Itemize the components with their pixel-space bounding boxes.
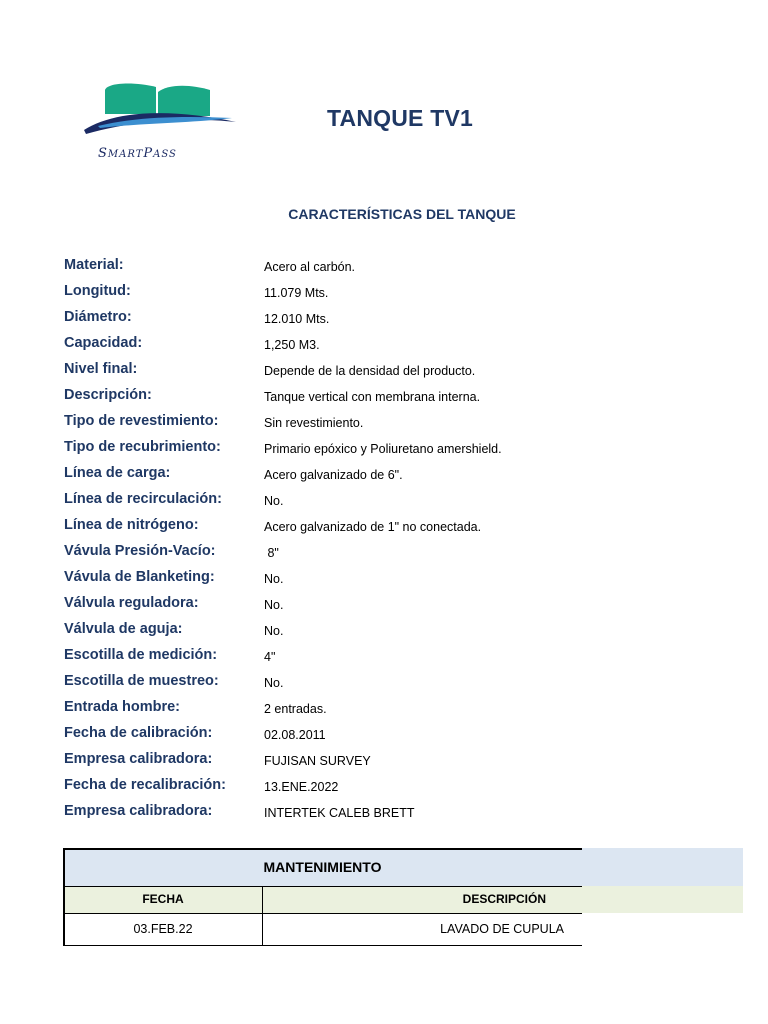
logo-graphic <box>80 78 240 144</box>
column-header-fecha: FECHA <box>142 892 184 906</box>
spec-label: Vávula de Blanketing: <box>64 569 215 585</box>
table-border-left <box>63 848 65 946</box>
spec-label: Fecha de calibración: <box>64 725 213 741</box>
spec-label: Diámetro: <box>64 309 132 325</box>
spec-label: Material: <box>64 257 124 273</box>
spec-value: No. <box>264 598 284 612</box>
spec-value: Sin revestimiento. <box>264 416 364 430</box>
spec-row-linea-carga <box>64 463 724 489</box>
spec-value: 13.ENE.2022 <box>264 780 339 794</box>
spec-value: No. <box>264 572 284 586</box>
spec-row-tipo-revestimiento <box>64 411 724 437</box>
spec-row-empresa-calibradora <box>64 749 724 775</box>
spec-value: 12.010 Mts. <box>264 312 330 326</box>
table-border-bottom <box>63 945 582 946</box>
spec-row-valvula-aguja <box>64 619 724 645</box>
table-column-divider <box>262 886 263 946</box>
spec-value: Primario epóxico y Poliuretano amershield. <box>264 442 502 456</box>
spec-value: FUJISAN SURVEY <box>264 754 371 768</box>
spec-row-capacidad <box>64 333 724 359</box>
specs-list <box>64 255 724 827</box>
spec-label: Empresa calibradora: <box>64 751 213 767</box>
spec-row-valvula-presion-vacio <box>64 541 724 567</box>
maintenance-title: MANTENIMIENTO <box>263 859 382 875</box>
spec-row-tipo-recubrimiento <box>64 437 724 463</box>
spec-value: 2 entradas. <box>264 702 327 716</box>
spec-row-empresa-recalibradora <box>64 801 724 827</box>
spec-value: 8" <box>264 546 279 560</box>
spec-label: Vávula Presión-Vacío: <box>64 543 216 559</box>
logo-wave-dark <box>84 113 236 134</box>
spec-value: 1,250 M3. <box>264 338 320 352</box>
spec-value: Depende de la densidad del producto. <box>264 364 476 378</box>
table-rule-header <box>63 886 582 887</box>
logo-wordmark: SMARTPASS <box>98 146 177 161</box>
table-border-top <box>63 848 582 850</box>
logo-shape-right <box>158 86 210 116</box>
spec-row-nivel-final <box>64 359 724 385</box>
spec-label: Capacidad: <box>64 335 143 351</box>
spec-row-valvula-blanketing <box>64 567 724 593</box>
page-title: TANQUE TV1 <box>327 105 473 131</box>
spec-value: Acero al carbón. <box>264 260 356 274</box>
table-rule-subheader <box>63 913 582 914</box>
spec-row-linea-recirculacion <box>64 489 724 515</box>
spec-label: Entrada hombre: <box>64 699 181 715</box>
spec-row-escotilla-medicion <box>64 645 724 671</box>
spec-label: Línea de recirculación: <box>64 491 222 507</box>
spec-label: Descripción: <box>64 387 152 403</box>
spec-label: Línea de nitrógeno: <box>64 517 199 533</box>
spec-label: Fecha de recalibración: <box>64 777 226 793</box>
maintenance-table <box>63 848 743 948</box>
spec-value: No. <box>264 676 284 690</box>
spec-value: 11.079 Mts. <box>264 286 329 300</box>
spec-value: Tanque vertical con membrana interna. <box>264 390 481 404</box>
spec-label: Línea de carga: <box>64 465 171 481</box>
spec-value: 02.08.2011 <box>264 728 326 742</box>
spec-row-longitud <box>64 281 724 307</box>
spec-label: Escotilla de muestreo: <box>64 673 219 689</box>
spec-value: No. <box>264 624 284 638</box>
spec-value: Acero galvanizado de 6". <box>264 468 403 482</box>
column-header-descripcion: DESCRIPCIÓN <box>462 892 546 906</box>
spec-label: Válvula de aguja: <box>64 621 183 637</box>
spec-row-entrada-hombre <box>64 697 724 723</box>
table-cell-descripcion: LAVADO DE CUPULA <box>440 922 564 936</box>
spec-value: No. <box>264 494 284 508</box>
spec-label: Empresa calibradora: <box>64 803 213 819</box>
spec-label: Escotilla de medición: <box>64 647 218 663</box>
section-title: CARACTERÍSTICAS DEL TANQUE <box>288 206 516 222</box>
spec-label: Nivel final: <box>64 361 138 377</box>
spec-label: Longitud: <box>64 283 131 299</box>
spec-row-descripcion <box>64 385 724 411</box>
spec-row-material <box>64 255 724 281</box>
spec-label: Tipo de recubrimiento: <box>64 439 221 455</box>
spec-label: Válvula reguladora: <box>64 595 199 611</box>
table-cell-fecha: 03.FEB.22 <box>133 922 193 936</box>
spec-value: INTERTEK CALEB BRETT <box>264 806 415 820</box>
spec-row-diametro <box>64 307 724 333</box>
spec-row-valvula-reguladora <box>64 593 724 619</box>
logo-shape-left <box>105 84 156 114</box>
spec-row-escotilla-muestreo <box>64 671 724 697</box>
spec-value: Acero galvanizado de 1" no conectada. <box>264 520 482 534</box>
spec-label: Tipo de revestimiento: <box>64 413 219 429</box>
spec-row-linea-nitrogeno <box>64 515 724 541</box>
spec-row-fecha-calibracion <box>64 723 724 749</box>
spec-value: 4" <box>264 650 276 664</box>
spec-row-fecha-recalibracion <box>64 775 724 801</box>
smartpass-logo <box>80 78 240 160</box>
